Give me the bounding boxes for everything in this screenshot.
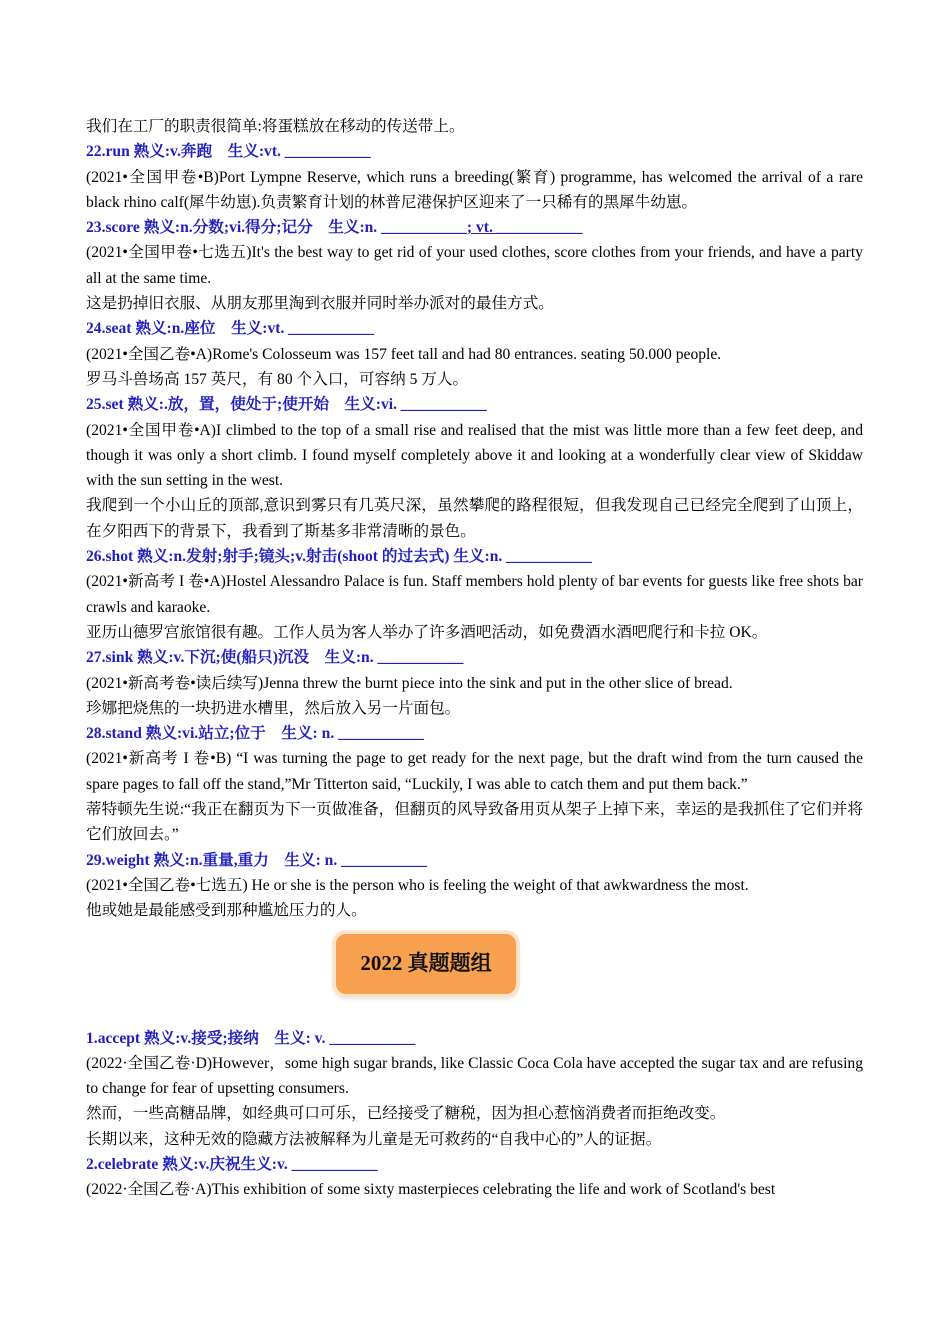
vocab-heading-text: 29.weight 熟义:n.重量,重力 生义: n. bbox=[86, 851, 342, 869]
vocab-heading bbox=[86, 139, 863, 164]
vocab-heading bbox=[86, 848, 863, 873]
translation-text: 长期以来，这种无效的隐藏方法被解释为儿童是无可救药的“自我中心的”人的证据。 bbox=[86, 1130, 662, 1148]
vocab-heading-text: 25.set 熟义:.放，置，使处于;使开始 生义:vi. bbox=[86, 396, 401, 414]
vocab-heading bbox=[86, 645, 863, 670]
example-sentence: (2022·全国乙卷·A)This exhibition of some sixty masterpieces celebrating the life and work of Scotland's best bbox=[86, 1181, 776, 1199]
vocab-heading-text: 28.stand 熟义:vi.站立;位于 生义: n. bbox=[86, 725, 339, 743]
example-sentence: (2022·全国乙卷·D)However，some high sugar brands, like Classic Coca Cola have accepted the sugar tax and are refusing to change for fear of upsetting consumers. bbox=[86, 1054, 863, 1098]
vocab-heading-text: 23.score 熟义:n.分数;vi.得分;记分 生义:n. bbox=[86, 219, 382, 237]
translation-text: 罗马斗兽场高 157 英尺，有 80 个入口，可容纳 5 万人。 bbox=[86, 370, 469, 388]
example-sentence: (2021•新高考 I 卷•A)Hostel Alessandro Palace is fun. Staff members hold plenty of bar events for guests like free shots bar crawls and karaoke. bbox=[86, 573, 863, 616]
translation-text: 这是扔掉旧衣服、从朋友那里淘到衣服并同时举办派对的最佳方式。 bbox=[86, 295, 554, 313]
answer-blank: ___________ bbox=[506, 548, 592, 566]
example-sentence: (2021•全国甲卷•七选五)It's the best way to get rid of your used clothes, score clothes from your friends, and have a party all at the same time. bbox=[86, 244, 863, 287]
vocab-heading bbox=[86, 544, 863, 569]
answer-blank: ___________ bbox=[288, 320, 375, 338]
answer-blank: ___________ bbox=[284, 143, 371, 161]
translation-text: 珍娜把烧焦的一块扔进水槽里，然后放入另一片面包。 bbox=[86, 699, 461, 717]
answer-blank: ___________ bbox=[377, 649, 464, 667]
translation-text: 然而，一些高糖品牌，如经典可口可乐，已经接受了糖税，因为担心惹恼消费者而拒绝改变。 bbox=[86, 1105, 726, 1123]
example-sentence: (2021•新高考卷•读后续写)Jenna threw the burnt piece into the sink and put in the other slice of bread. bbox=[86, 674, 733, 692]
answer-blank: ___________ bbox=[341, 851, 427, 869]
section-banner-title: 2022 真题题组 bbox=[336, 934, 516, 994]
translation-text: 我们在工厂的职责很简单:将蛋糕放在移动的传送带上。 bbox=[86, 118, 465, 135]
answer-blank: ___________ bbox=[338, 725, 424, 743]
document-page bbox=[86, 114, 863, 1203]
translation-text: 他或她是最能感受到那种尴尬压力的人。 bbox=[86, 902, 367, 920]
vocab-heading bbox=[86, 721, 863, 746]
vocab-heading-text: 26.shot 熟义:n.发射;射手;镜头;v.射击(shoot 的过去式) 生义:n. bbox=[86, 548, 507, 566]
vocab-heading-text: 1.accept 熟义:v.接受;接纳 生义: v. bbox=[86, 1029, 330, 1047]
vocab-heading-text: 24.seat 熟义:n.座位 生义:vt. bbox=[86, 320, 289, 338]
translation-text: 亚历山德罗宫旅馆很有趣。工作人员为客人举办了许多酒吧活动，如免费酒水酒吧爬行和卡拉 OK。 bbox=[86, 623, 768, 641]
answer-blank: ___________; vt. ___________ bbox=[381, 219, 583, 237]
vocab-heading bbox=[86, 1026, 863, 1051]
example-sentence: (2021•全国甲卷•B)Port Lympne Reserve, which runs a breeding(繁育) programme, has welcomed the arrival of a rare black rhino calf(犀牛幼崽).负责繁育计划的林普尼港保护区迎来了一只稀有的黑犀牛幼崽。 bbox=[86, 168, 863, 211]
example-sentence: (2021•全国乙卷•A)Rome's Colosseum was 157 feet tall and had 80 entrances. seating 50.000 people. bbox=[86, 345, 722, 363]
vocab-heading bbox=[86, 1152, 863, 1177]
answer-blank: ___________ bbox=[329, 1029, 416, 1047]
example-sentence: (2021•全国乙卷•七选五) He or she is the person who is feeling the weight of that awkwardness the most. bbox=[86, 876, 749, 894]
vocab-heading bbox=[86, 316, 863, 341]
section-banner bbox=[86, 924, 863, 1026]
example-sentence: (2021•新高考 I 卷•B) “I was turning the page to get ready for the next page, but the draft wind from the turn caused the spare pages to fall off the stand,”Mr Titterton said, “Luckily, I was able to catch them and put them back.” bbox=[86, 750, 863, 793]
example-sentence: (2021•全国甲卷•A)I climbed to the top of a small rise and realised that the mist was little more than a few feet deep, and though it was only a short climb. I found myself completely above it and looking at a wonderfully clear view of Skiddaw with the sun setting in the west. bbox=[86, 421, 863, 490]
answer-blank: ___________ bbox=[400, 396, 487, 414]
translation-text: 蒂特顿先生说:“我正在翻页为下一页做准备，但翻页的风导致备用页从架子上掉下来，幸运的是我抓住了它们并将它们放回去。” bbox=[86, 801, 863, 844]
vocab-heading bbox=[86, 215, 863, 240]
vocab-heading-text: 22.run 熟义:v.奔跑 生义:vt. bbox=[86, 143, 285, 161]
vocab-heading bbox=[86, 392, 863, 417]
vocab-heading-text: 27.sink 熟义:v.下沉;使(船只)沉没 生义:n. bbox=[86, 649, 378, 667]
translation-text: 我爬到一个小山丘的顶部,意识到雾只有几英尺深，虽然攀爬的路程很短，但我发现自己已经完全爬到了山顶上，在夕阳西下的背景下，我看到了斯基多非常清晰的景色。 bbox=[86, 497, 863, 540]
vocab-heading-text: 2.celebrate 熟义:v.庆祝生义:v. bbox=[86, 1155, 292, 1173]
answer-blank: ___________ bbox=[291, 1155, 378, 1173]
